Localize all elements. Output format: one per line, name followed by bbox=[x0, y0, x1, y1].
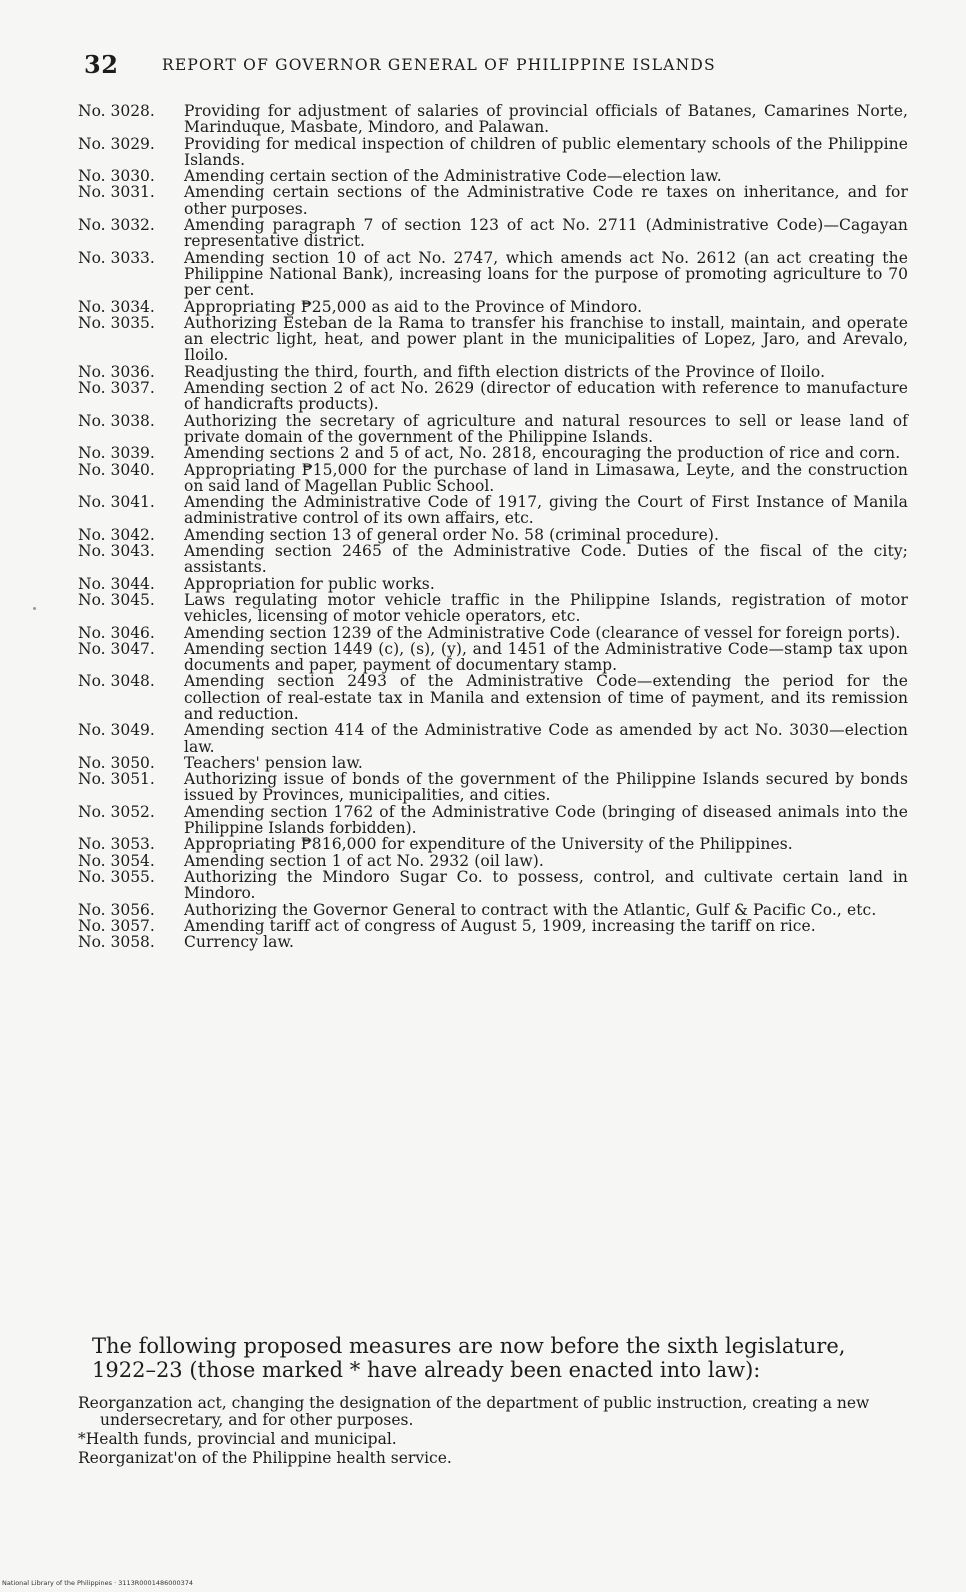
act-number: No. 3055. bbox=[78, 867, 155, 886]
act-description: Amending section 2465 of the Administrative Code. Duties of the fiscal of the city; assistants. bbox=[184, 542, 908, 577]
act-description: Authorizing the Governor General to contract with the Atlantic, Gulf & Pacific Co., etc. bbox=[184, 900, 877, 919]
act-entry bbox=[78, 299, 908, 315]
act-description: Laws regulating motor vehicle traffic in the Philippine Islands, registration of motor vehicles, licensing of motor vehicle operators, etc. bbox=[184, 590, 908, 626]
act-description: Appropriating ₱15,000 for the purchase of land in Limasawa, Leyte, and the construction on said land of Magellan Public School. bbox=[184, 460, 908, 495]
act-entry bbox=[78, 380, 908, 413]
act-description: Amending the Administrative Code of 1917, giving the Court of First Instance of Manila administrative control of its own affairs, etc. bbox=[184, 493, 908, 528]
act-entry bbox=[78, 771, 908, 804]
act-entry bbox=[78, 918, 908, 934]
act-number: No. 3058. bbox=[78, 933, 155, 952]
act-entry bbox=[78, 364, 908, 380]
act-description: Amending paragraph 7 of section 123 of act No. 2711 (Administrative Code)—Cagayan representative district. bbox=[184, 216, 908, 251]
act-description: Amending sections 2 and 5 of act, No. 2818, encouraging the production of rice and corn. bbox=[184, 444, 901, 463]
act-entry bbox=[78, 722, 908, 755]
page-number: 32 bbox=[84, 50, 119, 79]
act-description: Appropriation for public works. bbox=[184, 574, 435, 593]
intro-paragraph: The following proposed measures are now before the sixth legislature, 1922–23 (those marked * have already been enacted into law): bbox=[92, 1334, 846, 1382]
act-number: No. 3030. bbox=[78, 167, 155, 186]
act-number: No. 3049. bbox=[78, 721, 155, 740]
act-number: No. 3034. bbox=[78, 297, 155, 316]
act-entry bbox=[78, 853, 908, 869]
act-description: Authorizing Esteban de la Rama to transfer his franchise to install, maintain, and operate an electric light, heat, and power plant in the municipalities of Lopez, Jaro, and Arevalo, Iloilo. bbox=[184, 313, 908, 365]
act-entry bbox=[78, 103, 908, 136]
act-entry bbox=[78, 804, 908, 837]
act-number: No. 3035. bbox=[78, 313, 155, 332]
act-description: Authorizing the Mindoro Sugar Co. to possess, control, and cultivate certain land in Mindoro. bbox=[184, 867, 908, 903]
act-entry bbox=[78, 184, 908, 217]
proposed-measures-list bbox=[78, 1395, 908, 1469]
act-number: No. 3031. bbox=[78, 183, 155, 202]
act-number: No. 3057. bbox=[78, 916, 155, 935]
act-number: No. 3050. bbox=[78, 753, 155, 772]
act-description: Currency law. bbox=[184, 933, 295, 952]
act-description: Amending section 1762 of the Administrative Code (bringing of diseased animals into the Philippine Islands forbidden). bbox=[184, 802, 908, 838]
act-description: Amending section 1 of act No. 2932 (oil law). bbox=[184, 851, 544, 870]
act-entry bbox=[78, 902, 908, 918]
act-entry bbox=[78, 755, 908, 771]
act-description: Teachers' pension law. bbox=[184, 753, 363, 772]
act-number: No. 3046. bbox=[78, 623, 155, 642]
act-description: Providing for medical inspection of children of public elementary schools of the Philippine Islands. bbox=[184, 134, 908, 169]
act-number: No. 3053. bbox=[78, 835, 155, 854]
act-entry bbox=[78, 836, 908, 852]
act-entry bbox=[78, 527, 908, 543]
act-number: No. 3036. bbox=[78, 362, 155, 381]
proposed-measure: *Health funds, provincial and municipal. bbox=[78, 1430, 397, 1448]
act-description: Amending section 1449 (c), (s), (y), and 1451 of the Administrative Code—stamp tax upon documents and paper, payment of documentary stamp. bbox=[184, 639, 908, 675]
act-entry bbox=[78, 625, 908, 641]
act-description: Amending section 13 of general order No. 58 (criminal procedure). bbox=[184, 525, 720, 544]
act-number: No. 3038. bbox=[78, 411, 155, 430]
act-number: No. 3052. bbox=[78, 802, 155, 821]
act-entry bbox=[78, 934, 908, 950]
act-description: Amending section 10 of act No. 2747, which amends act No. 2612 (an act creating the Philippine National Bank), increasing loans for the purpose of promoting agriculture to 70 per cent. bbox=[184, 248, 908, 300]
act-description: Providing for adjustment of salaries of provincial officials of Batanes, Camarines Norte, Marinduque, Masbate, Mindoro, and Palawan. bbox=[184, 102, 908, 137]
act-entry bbox=[78, 250, 908, 299]
act-description: Authorizing issue of bonds of the government of the Philippine Islands secured by bonds issued by Provinces, municipalities, and cities. bbox=[184, 770, 908, 805]
act-number: No. 3032. bbox=[78, 216, 155, 235]
act-number: No. 3042. bbox=[78, 525, 155, 544]
act-number: No. 3043. bbox=[78, 542, 155, 561]
act-number: No. 3051. bbox=[78, 770, 155, 789]
act-number: No. 3033. bbox=[78, 248, 155, 267]
act-description: Amending section 1239 of the Administrative Code (clearance of vessel for foreign ports). bbox=[184, 623, 901, 642]
act-entry bbox=[78, 217, 908, 250]
act-number: No. 3041. bbox=[78, 493, 155, 512]
act-entry bbox=[78, 673, 908, 722]
act-entry bbox=[78, 592, 908, 625]
act-description: Amending certain section of the Administrative Code—election law. bbox=[184, 167, 722, 186]
scan-footer: National Library of the Philippines · 3113R0001486000374 bbox=[2, 1579, 194, 1587]
act-number: No. 3028. bbox=[78, 102, 155, 120]
act-number: No. 3048. bbox=[78, 672, 155, 691]
act-entry bbox=[78, 413, 908, 446]
acts-list bbox=[78, 103, 908, 950]
act-entry bbox=[78, 641, 908, 674]
act-description: Amending section 2493 of the Administrative Code—extending the period for the collection of real-estate tax in Manila and extension of time of payment, and its remission and reduction. bbox=[184, 672, 908, 723]
act-description: Appropriating ₱816,000 for expenditure of the University of the Philippines. bbox=[184, 835, 793, 854]
act-entry bbox=[78, 543, 908, 576]
act-number: No. 3045. bbox=[78, 590, 155, 609]
act-number: No. 3039. bbox=[78, 444, 155, 463]
scan-speck bbox=[33, 607, 36, 610]
act-entry bbox=[78, 576, 908, 592]
act-number: No. 3037. bbox=[78, 379, 155, 398]
act-description: Amending section 2 of act No. 2629 (director of education with reference to manufacture of handicrafts products). bbox=[184, 379, 908, 414]
act-entry bbox=[78, 136, 908, 169]
proposed-measure: Reorganzation act, changing the designation of the department of public instruction, creating a new undersecretary, and for other purposes. bbox=[78, 1394, 870, 1429]
running-head: REPORT OF GOVERNOR GENERAL OF PHILIPPINE ISLANDS bbox=[162, 56, 716, 74]
act-entry bbox=[78, 168, 908, 184]
act-description: Amending certain sections of the Administrative Code re taxes on inheritance, and for other purposes. bbox=[184, 183, 908, 218]
act-description: Amending section 414 of the Administrative Code as amended by act No. 3030—election law. bbox=[184, 721, 908, 756]
act-description: Authorizing the secretary of agriculture and natural resources to sell or lease land of private domain of the government of the Philippine Islands. bbox=[184, 411, 908, 446]
act-number: No. 3044. bbox=[78, 574, 155, 593]
act-entry bbox=[78, 445, 908, 461]
proposed-measure: Reorganizat'on of the Philippine health service. bbox=[78, 1449, 452, 1467]
act-description: Readjusting the third, fourth, and fifth election districts of the Province of Iloilo. bbox=[184, 362, 826, 381]
act-number: No. 3040. bbox=[78, 460, 155, 479]
act-entry bbox=[78, 315, 908, 364]
act-number: No. 3054. bbox=[78, 851, 155, 870]
page-header bbox=[84, 50, 924, 86]
act-entry bbox=[78, 869, 908, 902]
act-entry bbox=[78, 462, 908, 495]
act-number: No. 3047. bbox=[78, 639, 155, 658]
act-description: Appropriating ₱25,000 as aid to the Province of Mindoro. bbox=[184, 297, 643, 316]
act-description: Amending tariff act of congress of August 5, 1909, increasing the tariff on rice. bbox=[184, 916, 816, 935]
act-number: No. 3056. bbox=[78, 900, 155, 919]
act-number: No. 3029. bbox=[78, 134, 155, 153]
act-entry bbox=[78, 494, 908, 527]
